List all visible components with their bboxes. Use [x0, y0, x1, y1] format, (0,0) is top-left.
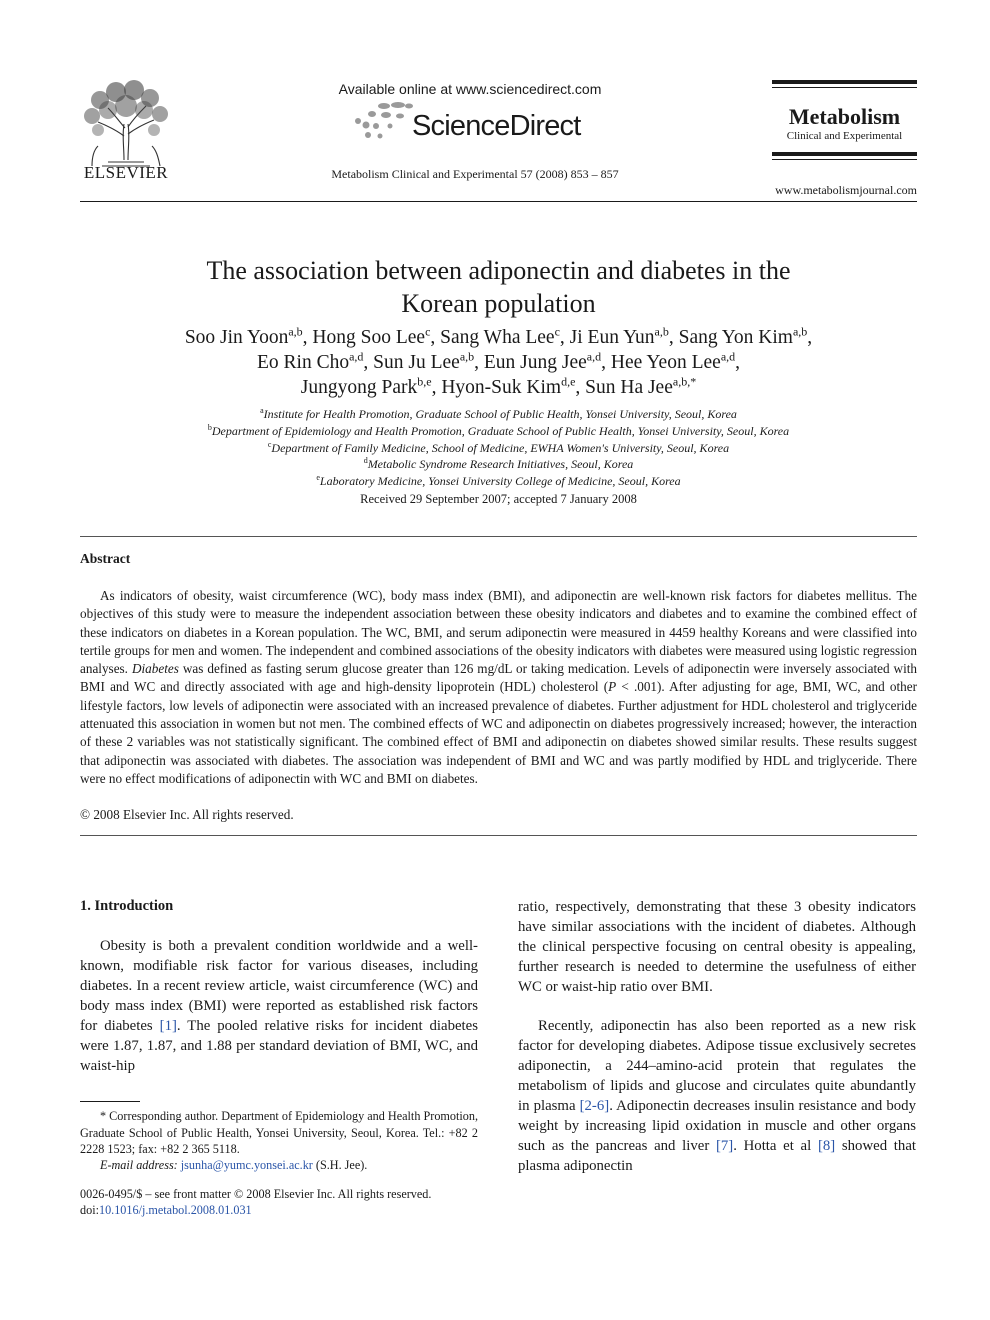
- abstract-segment: < .001). After adjusting for age, BMI, WC, and other lifestyle factors, low levels of adiponectin were associated with an increased prevalence of diabetes. Further adjustment for HDL cholesterol and triglyceride attenuated this association in women but not men. The combined effects of WC and adiponectin on diabetes progressively increased; however, the interaction of these 2 variables was not statistically significant. The combined effect of BMI and adiponectin on diabetes showed similar results. These results suggest that adiponectin was associated with diabetes. The association was independent of BMI and WC and was partly modified by HDL and triglyceride. There were no effect modifications of adiponectin with WC and BMI on diabetes.: [80, 679, 917, 786]
- author-name[interactable]: Eun Jung Jee: [483, 352, 587, 373]
- email-footnote: [80, 1158, 478, 1173]
- author-separator: ,: [474, 352, 484, 373]
- author-name[interactable]: Jungyong Park: [300, 377, 418, 398]
- affiliation: [80, 440, 917, 457]
- author-separator: ,: [575, 377, 586, 398]
- available-online-text: Available online at www.sciencedirect.com: [338, 81, 602, 97]
- corresponding-author-note: * Corresponding author. Department of Epidemiology and Health Promotion, Graduate School of Public Health, Yonsei University, Seoul, Korea. Tel.: +82 2 2228 1523; fax: +82 2 365 5118.: [80, 1109, 478, 1156]
- email-suffix: (S.H. Jee).: [312, 1158, 368, 1172]
- affiliation-text: Metabolic Syndrome Research Initiatives, Seoul, Korea: [367, 457, 634, 471]
- header-divider: [80, 201, 917, 202]
- author-separator: ,: [601, 352, 611, 373]
- affiliation-text: Laboratory Medicine, Yonsei University College of Medicine, Seoul, Korea: [319, 474, 681, 488]
- journal-logo-title: Metabolism: [788, 104, 901, 129]
- reference-link[interactable]: [1]: [159, 1018, 177, 1034]
- journal-logo-rule: [772, 80, 917, 84]
- journal-logo-rule: [772, 159, 917, 160]
- abstract-text: [80, 587, 917, 788]
- abstract-p-symbol: P: [608, 679, 617, 695]
- sciencedirect-wordmark: ScienceDirect: [412, 110, 581, 142]
- author-separator: ,: [363, 352, 374, 373]
- author-name[interactable]: Sun Ju Lee: [373, 352, 460, 373]
- journal-logo-subtitle: Clinical and Experimental: [786, 130, 903, 142]
- author-name[interactable]: Hyon-Suk Kim: [441, 377, 562, 398]
- journal-logo-rule: [772, 87, 917, 88]
- body-paragraph: ratio, respectively, demonstrating that these 3 obesity indicators have similar associations with the incident of diabetes. Although the clinical perspective focusing on central obesity is appealing, further research is needed to determine the usefulness of either WC or waist-hip ratio over BMI.: [518, 899, 916, 995]
- email-label: E-mail address:: [100, 1158, 178, 1172]
- abstract-divider: [80, 835, 917, 836]
- author-separator: ,: [431, 377, 442, 398]
- affiliation-mark: d: [363, 456, 368, 465]
- footnote-divider: [80, 1101, 140, 1102]
- paragraph-segment: . Adiponectin decreases insulin resistance and body weight by increasing lipid oxidation in muscle and other organs such as the pancreas and liver: [518, 1098, 916, 1154]
- author-line: [80, 350, 917, 375]
- author-affil-mark: a,b,*: [672, 374, 697, 389]
- affiliation-mark: b: [207, 423, 212, 432]
- author-name[interactable]: Hee Yeon Lee: [610, 352, 721, 373]
- journal-citation: Metabolism Clinical and Experimental 57 (2008) 853 – 857: [331, 167, 619, 181]
- affiliation: [80, 456, 917, 473]
- affiliation-mark: c: [267, 440, 272, 449]
- author-name[interactable]: Sang Wha Lee: [440, 327, 555, 348]
- affiliation: [80, 406, 917, 423]
- affiliation-mark: a: [260, 406, 264, 415]
- author-affil-mark: c: [425, 324, 431, 339]
- author-affil-mark: b,e: [417, 374, 432, 389]
- author-affil-mark: d,e: [561, 374, 576, 389]
- affiliation: [80, 423, 917, 440]
- author-separator: ,: [735, 352, 741, 373]
- doi-link[interactable]: 10.1016/j.metabol.2008.01.031: [98, 1203, 252, 1217]
- author-affil-mark: a,d: [349, 349, 364, 364]
- issn-line: 0026-0495/$ – see front matter © 2008 Elsevier Inc. All rights reserved.: [80, 1187, 432, 1201]
- received-dates: Received 29 September 2007; accepted 7 January 2008: [360, 492, 637, 506]
- author-affil-mark: a,d: [586, 349, 602, 364]
- author-affil-mark: a,b: [459, 349, 475, 364]
- author-affil-mark: a,b: [654, 324, 669, 339]
- author-separator: ,: [807, 327, 813, 348]
- paragraph-segment: . Hotta et al: [733, 1138, 818, 1154]
- author-name[interactable]: Soo Jin Yoon: [184, 327, 289, 348]
- author-name[interactable]: Hong Soo Lee: [312, 327, 426, 348]
- abstract-segment: As indicators of obesity, waist circumference (WC), body mass index (BMI), and adiponectin are well-known risk factors for diabetes mellitus. The objectives of this study were to measure the independent association between these obesity indicators and diabetes and to examine the combined effect of these indicators on diabetes in a Korean population. The WC, BMI, and serum adiponectin were measured in 4459 healthy Koreans and were classified into tertile groups for men and women. The independent and combined associations of the obesity indicators with diabetes were measured using logistic regression analyses.: [80, 588, 917, 677]
- publisher-logo-text: ELSEVIER: [83, 163, 169, 182]
- abstract-italic-term: Diabetes: [131, 661, 179, 677]
- abstract-divider: [80, 536, 917, 537]
- section-heading: 1. Introduction: [80, 898, 174, 914]
- paragraph-segment: . The pooled relative risks for incident diabetes were 1.87, 1.87, and 1.88 per standard deviation of BMI, WC, and waist-hip: [80, 1018, 478, 1074]
- abstract-segment: was defined as fasting serum glucose greater than 126 mg/dL or taking medication. Levels of adiponectin were inversely associated with BMI and WC and directly associated with age and high-density lipoprotein (HDL) cholesterol (: [80, 661, 917, 695]
- author-affil-mark: a,b: [288, 324, 303, 339]
- body-paragraph: [518, 1016, 916, 1176]
- author-line: [80, 375, 917, 400]
- author-name[interactable]: Sun Ha Jee: [585, 377, 673, 398]
- author-separator: ,: [559, 327, 570, 348]
- affiliation-text: Department of Family Medicine, School of Medicine, EWHA Women's University, Seoul, Korea: [271, 441, 730, 455]
- author-separator: ,: [302, 327, 313, 348]
- author-affil-mark: a,b: [792, 324, 808, 339]
- affiliation-text: Department of Epidemiology and Health Promotion, Graduate School of Public Health, Yonsei University, Seoul, Korea: [211, 424, 790, 438]
- sciencedirect-dots-icon: [352, 101, 414, 141]
- reference-link[interactable]: [2-6]: [579, 1098, 610, 1114]
- doi-prefix: doi:: [80, 1203, 99, 1217]
- paragraph-segment: showed that plasma adiponectin: [518, 1138, 916, 1174]
- paragraph-segment: Obesity is both a prevalent condition worldwide and a well-known, modifiable risk factor for various diseases, including diabetes. In a recent review article, waist circumference (WC) and body mass index (BMI) were reported as established risk factors for diabetes: [80, 938, 478, 1034]
- affiliation: [80, 473, 917, 490]
- email-link[interactable]: jsunha@yumc.yonsei.ac.kr: [180, 1158, 313, 1172]
- affiliation-text: Institute for Health Promotion, Graduate School of Public Health, Yonsei University, Seoul, Korea: [263, 407, 737, 421]
- doi-line: [80, 1203, 252, 1218]
- author-affil-mark: c: [554, 324, 560, 339]
- author-affil-mark: a,d: [720, 349, 736, 364]
- article-title: [80, 254, 917, 320]
- abstract-copyright: © 2008 Elsevier Inc. All rights reserved.: [80, 807, 294, 822]
- author-line: [80, 325, 917, 350]
- reference-link[interactable]: [7]: [715, 1138, 734, 1154]
- journal-url-link[interactable]: www.metabolismjournal.com: [775, 183, 917, 197]
- author-separator: ,: [430, 327, 441, 348]
- article-title-line: Korean population: [401, 289, 596, 318]
- author-name[interactable]: Ji Eun Yun: [569, 327, 655, 348]
- abstract-heading: Abstract: [80, 551, 131, 566]
- journal-logo-rule: [772, 152, 917, 156]
- author-name[interactable]: Eo Rin Cho: [256, 352, 350, 373]
- author-name[interactable]: Sang Yon Kim: [678, 327, 793, 348]
- affiliation-mark: e: [316, 473, 320, 482]
- article-title-line: The association between adiponectin and diabetes in the: [206, 256, 791, 285]
- reference-link[interactable]: [8]: [817, 1138, 836, 1154]
- paragraph-segment: Recently, adiponectin has also been reported as a new risk factor for developing diabetes. Adipose tissue exclusively secretes adiponectin, a 244–amino-acid protein that regulates the metabolism of lipids and glucose and circulates quite abundantly in plasma: [518, 1018, 916, 1114]
- author-separator: ,: [668, 327, 679, 348]
- body-paragraph: [80, 936, 478, 1076]
